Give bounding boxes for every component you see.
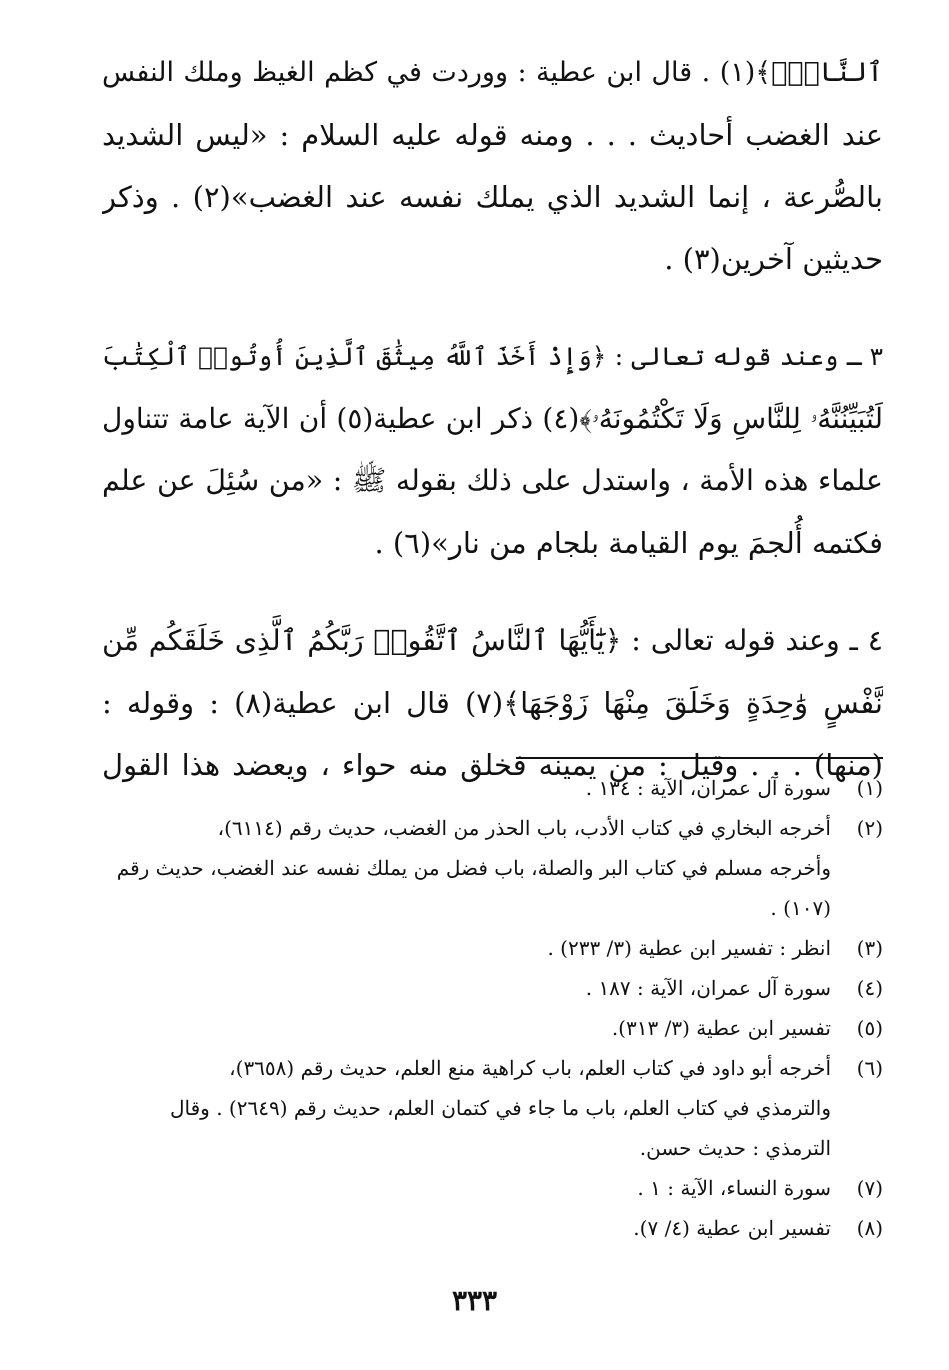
footnote-line: سورة آل عمران، الآية : ١٣٤ . [585, 776, 831, 800]
footnote-line: سورة النساء، الآية : ١ . [637, 1176, 831, 1200]
footnote [102, 808, 883, 928]
text-line: علماء هذه الأمة ، واستدل على ذلك بقوله ﷺ : «من سُئِلَ عن علم [102, 464, 883, 497]
text-line: فكتمه أُلجمَ يوم القيامة بلجام من نار»(٦) . [374, 526, 883, 560]
paragraph-gap [102, 290, 883, 326]
page-number: ٣٣٣ [451, 1284, 498, 1317]
footnote-separator [516, 757, 883, 759]
footnote-text [102, 768, 831, 808]
paragraph-1 [102, 42, 883, 290]
paragraph-2 [102, 326, 883, 574]
footnote-number: (١) [856, 776, 883, 800]
footnote-line: أخرجه أبو داود في كتاب العلم، باب كراهية منع العلم، حديث رقم (٣٦٥٨)، [229, 1056, 831, 1080]
footnote-number: (٤) [856, 976, 883, 1000]
text-line: ٱلنَّاسِۗ﴾(١) . قال ابن عطية : ووردت في كظم الغيظ وملك النفس [102, 57, 883, 88]
footnote-number: (٨) [856, 1216, 883, 1240]
footnote-text [102, 968, 831, 1008]
footnote-line: الترمذي : حديث حسن. [639, 1136, 831, 1160]
footnote-line: والترمذي في كتاب العلم، باب ما جاء في كتمان العلم، حديث رقم (٢٦٤٩) . وقال [170, 1096, 831, 1120]
footnote-line: سورة آل عمران، الآية : ١٨٧ . [585, 976, 831, 1000]
footnote-number: (٥) [856, 1016, 883, 1040]
main-text [102, 42, 883, 796]
footnote-text [102, 1208, 831, 1248]
footnote-line: تفسير ابن عطية (٣/ ٣١٣). [611, 1016, 831, 1040]
footnote [102, 928, 883, 968]
text-line: (منها) . . . وقيل : من يمينه فخلق منه حواء ، ويعضد هذا القول [102, 748, 883, 782]
footnote-number: (٣) [856, 936, 883, 960]
footnote [102, 1008, 883, 1048]
text-line: لَتُبَيِّنُنَّهُۥ لِلنَّاسِ وَلَا تَكْتُمُونَهُۥ﴾(٤) ذكر ابن عطية(٥) أن الآية عامة تتناول [102, 402, 883, 435]
footnote [102, 1208, 883, 1248]
footnote-text [102, 1168, 831, 1208]
footnote-number: (٧) [856, 1176, 883, 1200]
footnote-text [102, 928, 831, 968]
footnote-number: (٦) [856, 1056, 883, 1080]
footnote-text [102, 1008, 831, 1048]
footnote-line: (١٠٧) . [770, 896, 831, 920]
text-line: عند الغضب أحاديث . . . ومنه قوله عليه السلام : «ليس الشديد [102, 118, 883, 152]
footnote-number: (٢) [856, 816, 883, 840]
footnote [102, 768, 883, 808]
text-line: بالصُّرعة ، إنما الشديد الذي يملك نفسه عند الغضب»(٢) . وذكر [102, 180, 883, 214]
text-line: حديثين آخرين(٣) . [664, 242, 883, 276]
footnote [102, 968, 883, 1008]
footnote-line: تفسير ابن عطية (٤/ ٧). [633, 1216, 831, 1240]
footnote-line: انظر : تفسير ابن عطية (٣/ ٢٣٣) . [547, 936, 831, 960]
text-line: ٤ ـ وعند قوله تعالى : ﴿يَٰٓأَيُّهَا ٱلنَّاسُ ٱتَّقُوا۟ رَبَّكُمُ ٱلَّذِى خَلَقَكُم مِّن [102, 624, 883, 657]
footnote-line: وأخرجه مسلم في كتاب البر والصلة، باب فضل من يملك نفسه عند الغضب، حديث رقم [116, 856, 831, 880]
footnotes [102, 768, 883, 1248]
footnote-text [102, 1048, 831, 1168]
footnote-text [102, 808, 831, 928]
paragraph-gap [102, 574, 883, 610]
footnote [102, 1168, 883, 1208]
footnote-line: أخرجه البخاري في كتاب الأدب، باب الحذر من الغضب، حديث رقم (٦١١٤)، [217, 816, 831, 840]
text-line: نَّفْسٍ وَٰحِدَةٍ وَخَلَقَ مِنْهَا زَوْجَهَا﴾(٧) قال ابن عطية(٨) : وقوله : [102, 686, 883, 720]
text-line: ٣ ـ وعند قوله تعالى : ﴿وَإِذْ أَخَذَ ٱللَّهُ مِيثَٰقَ ٱلَّذِينَ أُوتُوا۟ ٱلْكِتَٰبَ [102, 342, 883, 371]
footnote [102, 1048, 883, 1168]
